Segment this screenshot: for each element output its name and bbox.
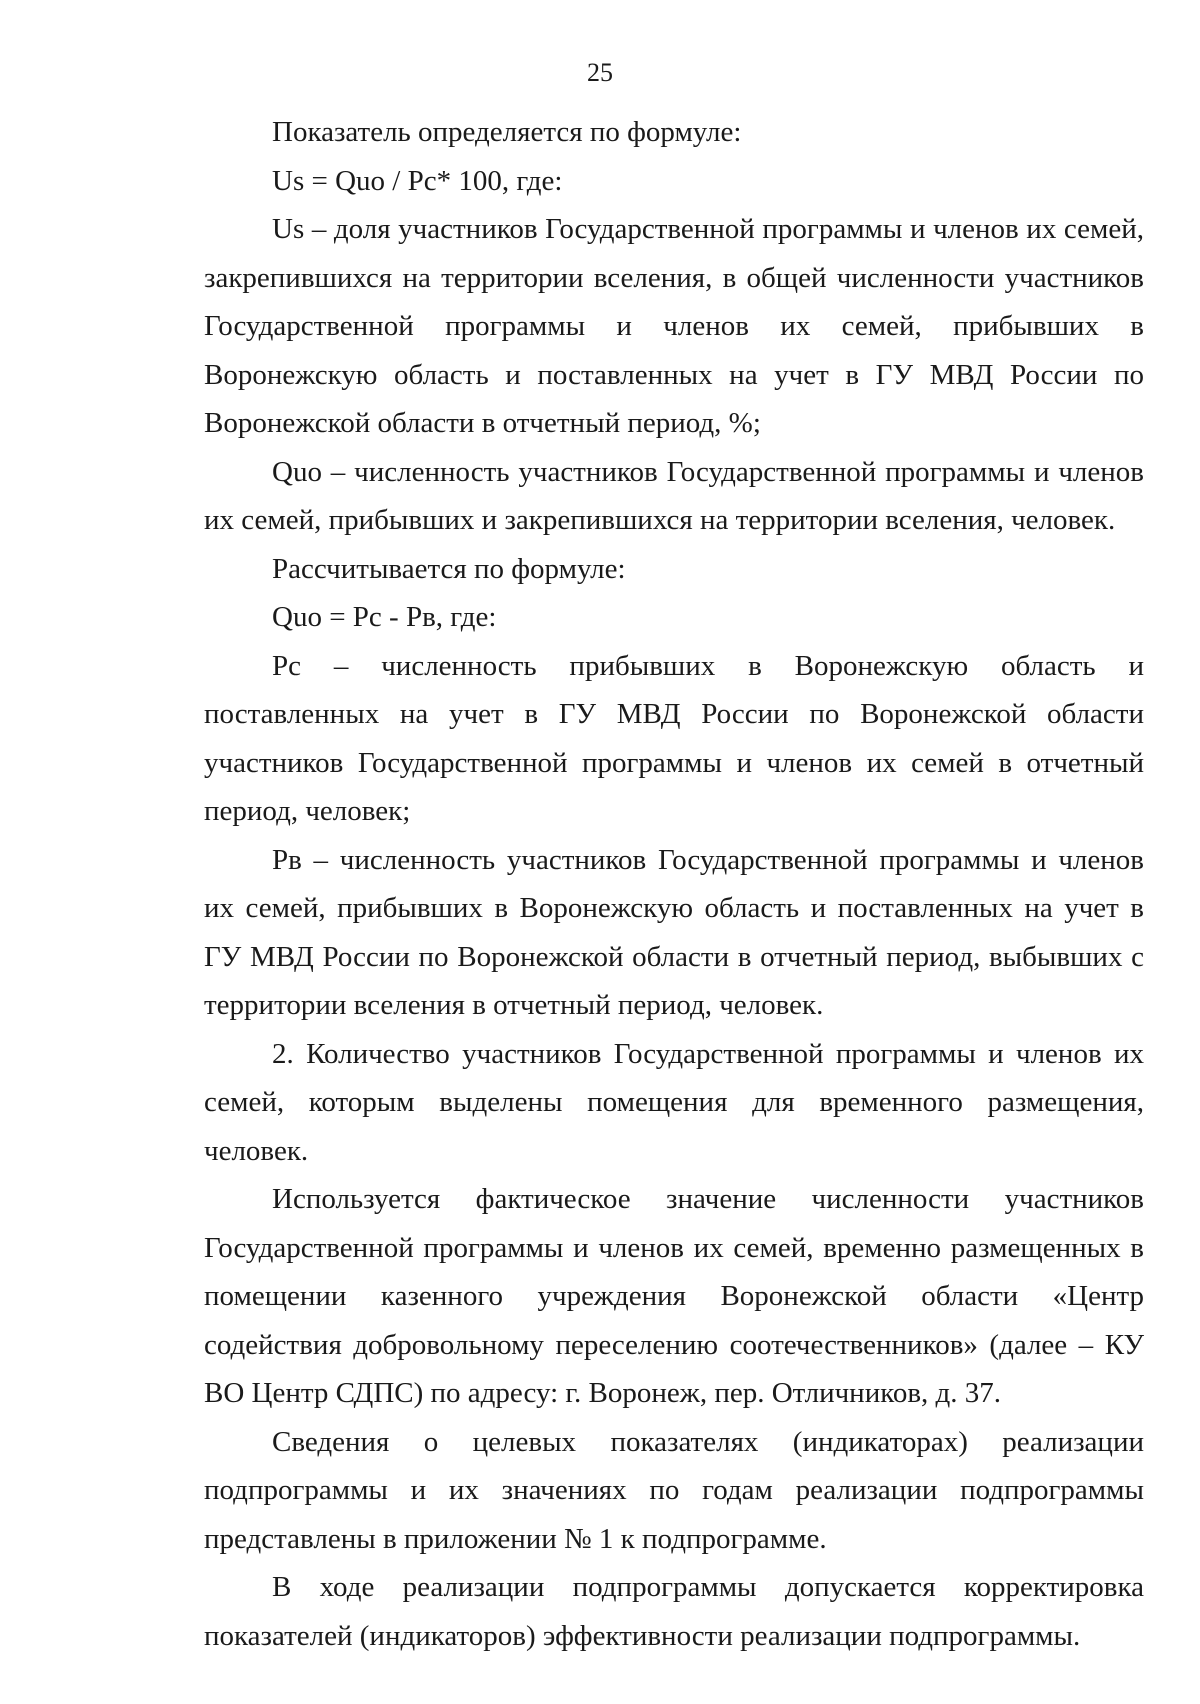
paragraph-pv-definition: Pв – численность участников Государственной программы и членов их семей, прибывших в Воронежскую область и поставленных на учет в ГУ МВД России по Воронежской области в отчетный период, выбывших с территории вселения в отчетный период, человек.: [204, 843, 1144, 1021]
paragraph-quo-definition: Quo – численность участников Государственной программы и членов их семей, прибывших и закрепившихся на территории вселения, человек.: [204, 455, 1144, 536]
page-number: 25: [587, 58, 613, 87]
paragraph-us-definition: Us – доля участников Государственной программы и членов их семей, закрепившихся на территории вселения, в общей численности участников Государственной программы и членов их семей, прибывших в Воронежскую область и поставленных на учет в ГУ МВД России по Воронежской области в отчетный период, %;: [204, 213, 1144, 439]
paragraph-correction: В ходе реализации подпрограммы допускается корректировка показателей (индикаторов) эффективности реализации подпрограммы.: [204, 1571, 1144, 1652]
paragraph-calc-intro: Рассчитывается по формуле:: [272, 552, 626, 585]
paragraph-indicator-2: 2. Количество участников Государственной программы и членов их семей, которым выделены помещения для временного размещения, человек.: [204, 1037, 1144, 1167]
document-body: [204, 108, 1144, 1660]
paragraph-formula-quo: Quo = Pc - Pв, где:: [272, 601, 497, 633]
paragraph-formula-us: Us = Quo / Pc* 100, где:: [272, 164, 563, 197]
paragraph-formula-intro: Показатель определяется по формуле:: [272, 116, 742, 148]
paragraph-indicators-info: Сведения о целевых показателях (индикаторах) реализации подпрограммы и их значениях по годам реализации подпрограммы представлены в приложении № 1 к подпрограмме.: [204, 1425, 1144, 1555]
paragraph-actual-value: Используется фактическое значение численности участников Государственной программы и членов их семей, временно размещенных в помещении казенного учреждения Воронежской области «Центр содействия добровольному переселению соотечественников» (далее – КУ ВО Центр СДПС) по адресу: г. Воронеж, пер. Отличников, д. 37.: [204, 1183, 1144, 1409]
paragraph-pc-definition: Pc – численность прибывших в Воронежскую область и поставленных на учет в ГУ МВД России по Воронежской области участников Государственной программы и членов их семей в отчетный период, человек;: [204, 649, 1144, 827]
